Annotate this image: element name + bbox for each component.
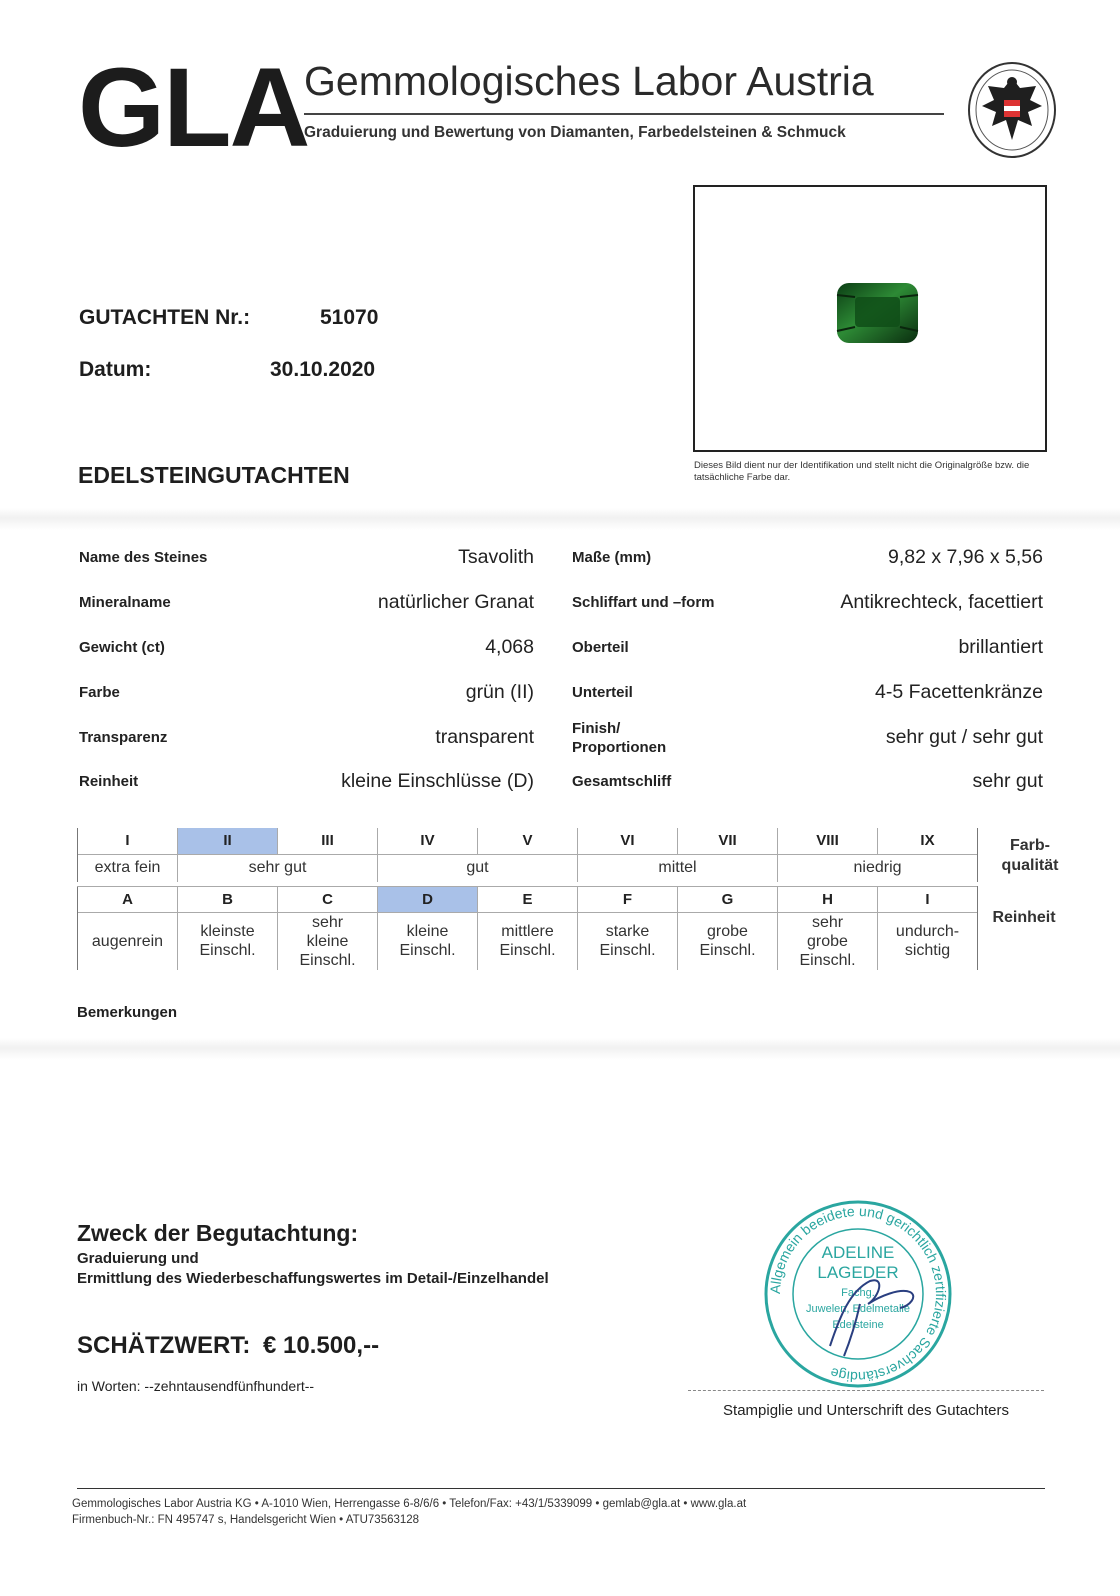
- prop-value: kleine Einschlüsse (D): [341, 770, 534, 792]
- austrian-eagle-seal-icon: [966, 60, 1058, 160]
- prop-value: grün (II): [465, 681, 534, 703]
- valuation: [77, 1332, 379, 1360]
- prop-value: sehr gut: [972, 770, 1043, 792]
- remarks-label: Bemerkungen: [77, 1004, 178, 1021]
- color-grade-cell: VI: [578, 828, 678, 854]
- clarity-grade-cell: E: [478, 886, 578, 912]
- clarity-desc-cell: starke Einschl.: [578, 912, 678, 970]
- footer-address: Gemmologisches Labor Austria KG • A-1010 Wien, Herrengasse 6-8/6/6 • Telefon/Fax: +43/1/5339099 • gemlab@gla.at • www.gla.at: [72, 1498, 747, 1510]
- footer-registry: Firmenbuch-Nr.: FN 495747 s, Handelsgericht Wien • ATU73563128: [72, 1514, 420, 1526]
- color-grade-cell: IV: [378, 828, 478, 854]
- stamp-detail3: Edelsteine: [832, 1319, 884, 1331]
- paper-fold: [0, 1038, 1120, 1060]
- prop-label: Unterteil: [572, 684, 633, 701]
- color-grade-cell: VIII: [778, 828, 878, 854]
- purpose-line: Ermittlung des Wiederbeschaffungswertes im Detail-/Einzelhandel: [77, 1270, 549, 1287]
- footer-divider: [77, 1488, 1045, 1489]
- clarity-grade-cell: F: [578, 886, 678, 912]
- prop-label: Maße (mm): [572, 549, 652, 566]
- prop-value: brillantiert: [958, 636, 1043, 658]
- clarity-grade-cell: I: [878, 886, 978, 912]
- prop-label: Schliffart und –form: [572, 594, 715, 611]
- purpose-line: Graduierung und: [77, 1250, 199, 1267]
- lab-name: Gemmologisches Labor Austria: [304, 58, 874, 104]
- prop-label: Gewicht (ct): [79, 639, 165, 656]
- clarity-grade-cell: G: [678, 886, 778, 912]
- certificate-number: 51070: [320, 306, 379, 329]
- clarity-grade-cell: H: [778, 886, 878, 912]
- prop-label: Name des Steines: [79, 549, 208, 566]
- clarity-desc-cell: augenrein: [78, 912, 178, 970]
- signature-caption: Stampiglie und Unterschrift des Gutachters: [723, 1402, 1009, 1419]
- color-group-cell: mittel: [578, 854, 778, 882]
- gla-logo: GLA: [78, 45, 309, 170]
- clarity-grade-cell: B: [178, 886, 278, 912]
- clarity-desc-cell: sehr grobe Einschl.: [778, 912, 878, 970]
- prop-label: Reinheit: [79, 773, 139, 790]
- clarity-grade-cell: A: [78, 886, 178, 912]
- prop-value: natürlicher Granat: [377, 591, 534, 613]
- color-grade-cell: III: [278, 828, 378, 854]
- valuation-in-words: in Worten: --zehntausendfünfhundert--: [77, 1378, 315, 1394]
- clarity-grade-cell: C: [278, 886, 378, 912]
- gemstone-image: [835, 281, 920, 345]
- prop-label: Finish/ Proportionen: [572, 720, 667, 756]
- clarity-desc-cell: kleinste Einschl.: [178, 912, 278, 970]
- certificate-date: 30.10.2020: [270, 358, 376, 381]
- color-group-cell: gut: [378, 854, 578, 882]
- prop-value: transparent: [435, 726, 534, 748]
- certificate-number-label: GUTACHTEN Nr.:: [79, 306, 251, 329]
- color-grade-cell-selected: II: [178, 828, 278, 854]
- clarity-desc-cell: kleine Einschl.: [378, 912, 478, 970]
- prop-value: sehr gut / sehr gut: [885, 726, 1043, 748]
- stamp-ring-text: Allgemein beeidete und gerichtlich zertifizierte Sachverständige: [766, 1202, 950, 1386]
- clarity-desc-cell: grobe Einschl.: [678, 912, 778, 970]
- clarity-desc-cell: undurch- sichtig: [878, 912, 978, 970]
- lab-subtitle: Graduierung und Bewertung von Diamanten, Farbedelsteinen & Schmuck: [304, 124, 846, 141]
- prop-label: Gesamtschliff: [572, 773, 672, 790]
- prop-label: Transparenz: [79, 729, 168, 746]
- appraiser-stamp: [760, 1196, 956, 1392]
- stamp-detail1: Fachg.: [841, 1287, 875, 1299]
- purpose-title: Zweck der Begutachtung:: [77, 1220, 359, 1246]
- color-grade-cell: IX: [878, 828, 978, 854]
- valuation-label: SCHÄTZWERT:: [77, 1332, 251, 1359]
- prop-value: Antikrechteck, facettiert: [840, 591, 1043, 613]
- prop-value: 4,068: [485, 636, 534, 658]
- stamp-detail2: Juwelen, Edelmetalle: [806, 1303, 910, 1315]
- color-scale-label: Farb- qualität: [1001, 837, 1059, 874]
- header-divider: [304, 113, 944, 115]
- prop-value: 4-5 Facettenkränze: [874, 681, 1043, 703]
- prop-label: Mineralname: [79, 594, 171, 611]
- clarity-scale-label: Reinheit: [992, 909, 1056, 926]
- color-group-cell: extra fein: [78, 854, 178, 882]
- clarity-desc-cell: sehr kleine Einschl.: [278, 912, 378, 970]
- certificate-title: EDELSTEINGUTACHTEN: [78, 462, 350, 488]
- photo-disclaimer: Dieses Bild dient nur der Identifikation und stellt nicht die Originalgröße bzw. die tatsächliche Farbe dar.: [694, 460, 1030, 483]
- color-group-cell: sehr gut: [178, 854, 378, 882]
- stamp-name1: ADELINE: [821, 1243, 895, 1262]
- paper-fold: [0, 508, 1120, 530]
- prop-label: Oberteil: [572, 639, 629, 656]
- color-grade-cell: I: [78, 828, 178, 854]
- date-label: Datum:: [79, 358, 152, 381]
- color-grade-scale: [77, 828, 978, 970]
- clarity-grade-cell-selected: D: [378, 886, 478, 912]
- prop-label: Farbe: [79, 684, 120, 701]
- clarity-desc-cell: mittlere Einschl.: [478, 912, 578, 970]
- valuation-amount: € 10.500,--: [262, 1332, 380, 1359]
- stamp-name2: LAGEDER: [817, 1263, 899, 1282]
- color-group-cell: niedrig: [778, 854, 978, 882]
- color-grade-cell: VII: [678, 828, 778, 854]
- prop-value: Tsavolith: [458, 546, 534, 568]
- color-grade-cell: V: [478, 828, 578, 854]
- signature-line: [688, 1390, 1044, 1391]
- prop-value: 9,82 x 7,96 x 5,56: [887, 546, 1043, 568]
